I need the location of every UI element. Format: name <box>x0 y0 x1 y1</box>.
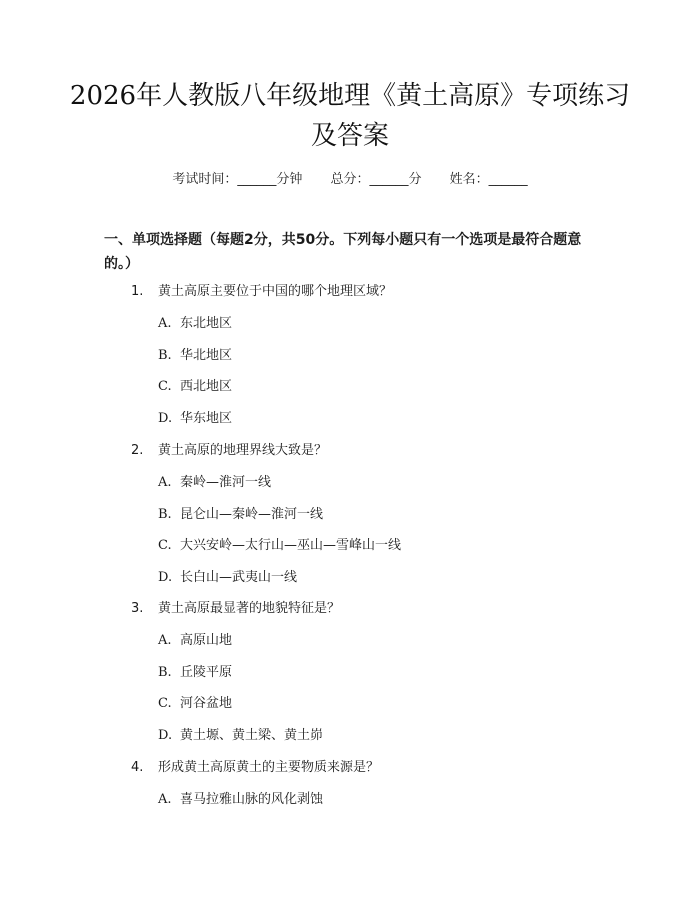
option-letter: C. <box>158 538 172 553</box>
exam-meta <box>0 168 700 187</box>
question-3 <box>131 600 340 618</box>
option-d <box>158 727 323 745</box>
option-d <box>158 569 297 587</box>
option-letter: C. <box>158 379 172 394</box>
option-text: 黄土塬、黄土梁、黄土峁 <box>180 727 324 743</box>
exam-time: 考试时间：______分钟 <box>172 172 303 187</box>
option-letter: A. <box>158 316 172 331</box>
option-text: 秦岭—淮河一线 <box>180 475 272 490</box>
option-b <box>158 347 232 365</box>
student-name: 姓名：______ <box>449 172 528 187</box>
question-number: 4. <box>131 760 144 775</box>
option-a <box>158 315 232 333</box>
question-4 <box>131 759 379 777</box>
option-letter: B. <box>158 506 172 522</box>
question-text: 形成黄土高原黄土的主要物质来源是？ <box>158 760 380 775</box>
question-2 <box>131 442 327 460</box>
option-text: 华北地区 <box>180 347 233 363</box>
option-d <box>158 410 232 428</box>
option-text: 大兴安岭—太行山—巫山—雪峰山一线 <box>180 538 402 553</box>
option-text: 西北地区 <box>180 379 233 394</box>
option-text: 高原山地 <box>180 633 233 648</box>
option-text: 东北地区 <box>180 316 233 331</box>
option-letter: D. <box>158 727 173 743</box>
option-letter: D. <box>158 410 173 426</box>
total-score: 总分：______分 <box>330 172 422 187</box>
option-c <box>158 695 232 713</box>
option-b <box>158 506 323 524</box>
option-a <box>158 632 232 650</box>
option-c <box>158 378 232 396</box>
option-letter: C. <box>158 696 172 711</box>
question-text: 黄土高原的地理界线大致是？ <box>158 443 328 458</box>
option-letter: A. <box>158 475 172 490</box>
option-text: 昆仑山—秦岭—淮河一线 <box>180 506 324 522</box>
option-c <box>158 537 401 555</box>
option-letter: A. <box>158 792 172 807</box>
question-1 <box>131 283 392 301</box>
option-a <box>158 474 271 492</box>
question-text: 黄土高原主要位于中国的哪个地理区域？ <box>158 284 393 299</box>
option-letter: B. <box>158 664 172 680</box>
option-text: 华东地区 <box>180 410 233 426</box>
option-b <box>158 664 232 682</box>
question-number: 2. <box>131 443 144 458</box>
option-text: 河谷盆地 <box>180 696 233 711</box>
section-heading: 一、单项选择题（每题2分，共50分。下列每小题只有一个选项是最符合题意的。） <box>104 232 582 272</box>
option-letter: A. <box>158 633 172 648</box>
question-number: 1. <box>131 284 144 299</box>
option-letter: D. <box>158 569 173 585</box>
question-text: 黄土高原最显著的地貌特征是？ <box>158 601 341 616</box>
option-text: 喜马拉雅山脉的风化剥蚀 <box>180 792 324 807</box>
option-text: 长白山—武夷山一线 <box>180 569 298 585</box>
option-a <box>158 791 323 809</box>
option-text: 丘陵平原 <box>180 664 233 680</box>
document-title: 2026年人教版八年级地理《黄土高原》专项练习及答案 <box>69 81 631 151</box>
question-number: 3. <box>131 601 144 616</box>
option-letter: B. <box>158 347 172 363</box>
